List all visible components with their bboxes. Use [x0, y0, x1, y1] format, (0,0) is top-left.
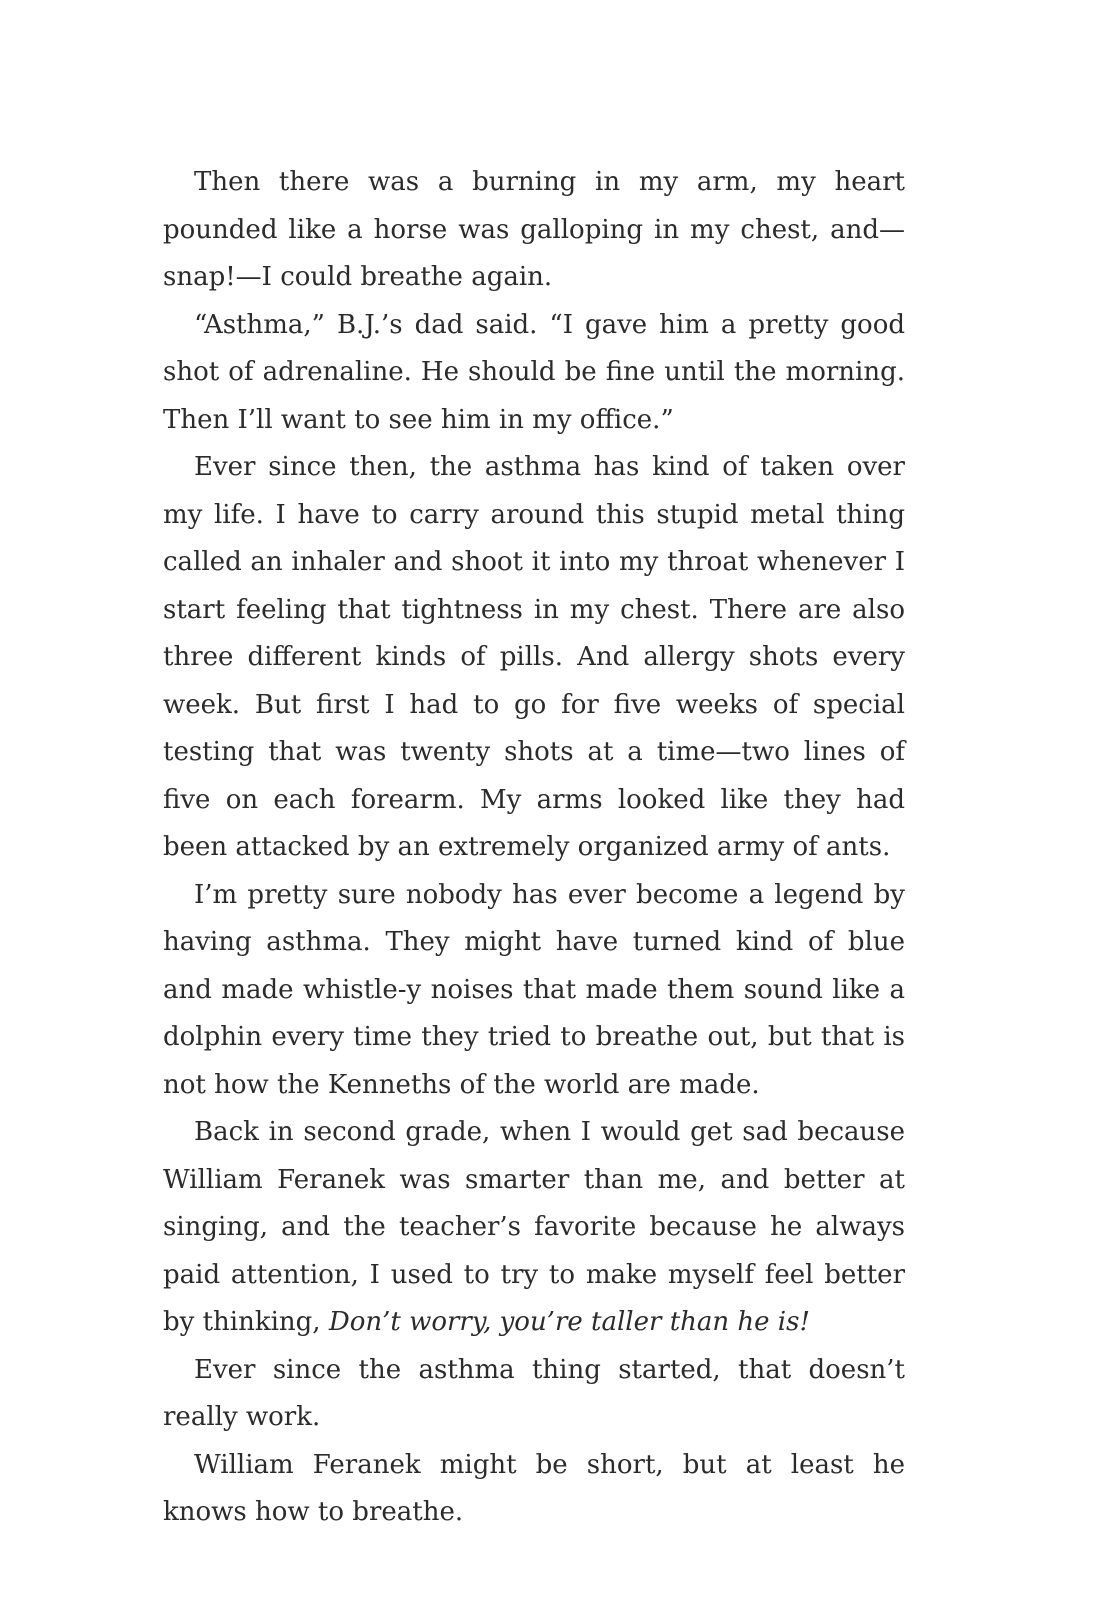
- paragraph-5: [163, 1109, 905, 1347]
- paragraph-7: William Feranek might be short, but at least he knows how to breathe.: [163, 1449, 905, 1527]
- paragraph-5-italic-thought: Don’t worry, you’re taller than he is!: [328, 1307, 810, 1337]
- paragraph-5-text: Back in second grade, when I would get sad because William Feranek was smarter than me, and better at singing, and the teacher’s favorite because he always paid attention, I used to try to make myself feel better by thinking,: [163, 1117, 905, 1337]
- body-text: [163, 159, 905, 1537]
- paragraph-1: Then there was a burning in my arm, my heart pounded like a horse was galloping in my chest, and—snap!—I could breathe again.: [163, 167, 905, 292]
- paragraph-3: Ever since then, the asthma has kind of taken over my life. I have to carry around this stupid metal thing called an inhaler and shoot it into my throat whenever I start feeling that tightness in my chest. There are also three different kinds of pills. And allergy shots every week. But first I had to go for five weeks of special testing that was twenty shots at a time—two lines of five on each forearm. My arms looked like they had been attacked by an extremely organized army of ants.: [163, 452, 905, 862]
- paragraph-4: I’m pretty sure nobody has ever become a legend by having asthma. They might have turned kind of blue and made whistle-y noises that made them sound like a dolphin every time they tried to breathe out, but that is not how the Kenneths of the world are made.: [163, 879, 905, 1100]
- paragraph-6: Ever since the asthma thing started, that doesn’t really work.: [163, 1354, 905, 1432]
- paragraph-2: “Asthma,” B.J.’s dad said. “I gave him a pretty good shot of adrenaline. He should be fine until the morning. Then I’ll want to see him in my office.”: [163, 309, 905, 435]
